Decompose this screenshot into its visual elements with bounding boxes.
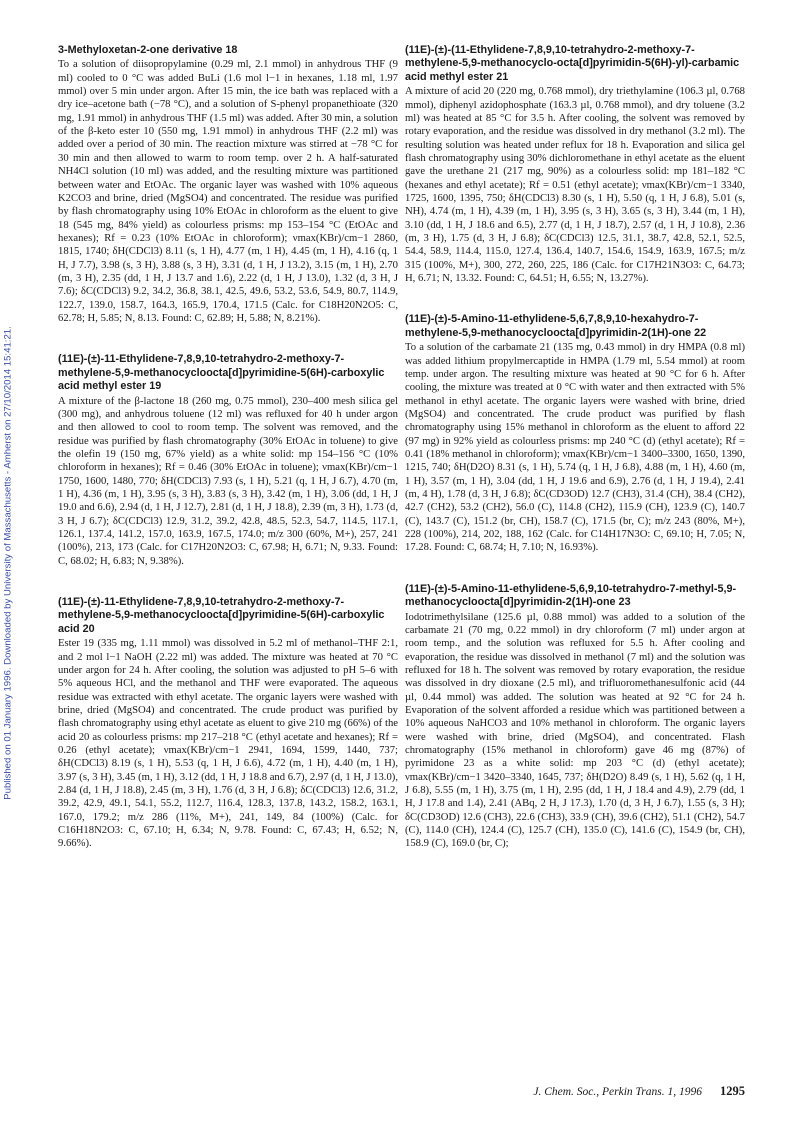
- section-compound-21: [405, 44, 745, 285]
- section-heading: (11E)-(±)-(11-Ethylidene-7,8,9,10-tetrahydro-2-methoxy-7-methylene-5,9-methanocyclo-octa[d]pyrimidin-5(6H)-yl)-carbamic acid methyl ester 21: [405, 44, 740, 83]
- download-watermark: [0, 0, 16, 1127]
- section-body: To a solution of diisopropylamine (0.29 ml, 2.1 mmol) in anhydrous THF (9 ml) cooled to 0 °C was added BuLi (1.6 mol l−1 in hexanes, 1.18 ml, 1.97 mmol) over 5 min under argon. After 15 min, the ice bath was replaced with a dry ice–acetone bath (−78 °C), and a solution of S-phenyl propanethioate (320 mg, 1.91 mmol) in anhydrous THF (1.5 ml) was added. After 30 min, a solution of the β-keto ester 10 (550 mg, 1.91 mmol) in anhydrous THF (2.2 ml) was added over a period of 30 min. The reaction mixture was stirred at −78 °C for 30 min and then allowed to warm to room temp. over 2 h. A half-saturated NH4Cl solution (10 ml) was added, and the resulting mixture was partitioned between water and EtOAc. The organic layer was washed with 10% aqueous K2CO3 and brine, dried (MgSO4) and concentrated. The residue was purified by flash chromatography using 10% EtOAc in chloroform as the eluent to give 18 (545 mg, 84% yield) as colourless prisms: mp 153–154 °C (EtOAc and hexanes); Rf = 0.23 (10% EtOAc in chloroform); νmax(KBr)/cm−1 2860, 1815, 1740; δH(CDCl3) 8.11 (s, 1 H), 4.77 (m, 1 H), 4.45 (m, 1 H), 4.16 (q, 1 H, J 7.7), 3.98 (s, 3 H), 3.88 (s, 3 H), 3.31 (d, 1 H, J 13.2), 3.15 (m, 1 H), 2.70 (m, 3 H), 2.35 (dd, 1 H, J 13.7 and 1.6), 2.22 (d, 1 H, J 13.0), 1.32 (d, 3 H, J 7.6); δC(CDCl3) 9.2, 34.2, 36.8, 38.1, 42.5, 49.6, 53.2, 53.6, 54.9, 80.7, 114.9, 122.7, 139.0, 158.7, 164.3, 165.9, 170.4, 171.5 (Calc. for C18H20N2O5: C, 62.78; H, 5.85; N, 8.13. Found: C, 62.89; H, 5.88; N, 8.21%).: [58, 59, 398, 324]
- page-footer: [405, 1084, 745, 1099]
- watermark-text: Published on 01 January 1996. Downloaded by University of Massachusetts - Amherst on 27/10/2014 15:41:21.: [2, 326, 14, 800]
- section-body: A mixture of acid 20 (220 mg, 0.768 mmol), dry triethylamine (106.3 µl, 0.768 mmol), diphenyl azidophosphate (163.3 µl, 0.768 mmol), and dry toluene (3.2 ml) was heated at 85 °C for 3.5 h. After cooling, the solvent was removed by rotary evaporation, and the residue was dissolved in dry methanol (3.2 ml). The resulting solution was heated under reflux for 18 h. Evaporation and silica gel flash chromatography using 30% dichloromethane in ethyl acetate as the eluent gave the urethane 21 (217 mg, 90%) as a colourless solid: mp 181–182 °C (hexanes and ethyl acetate); Rf = 0.51 (ethyl acetate); νmax(KBr)/cm−1 3340, 1725, 1600, 1395, 750; δH(CDCl3) 8.30 (s, 1 H), 5.50 (q, 1 H, J 6.8), 5.01 (s, NH), 4.74 (m, 1 H), 4.39 (m, 1 H), 3.95 (s, 3 H), 3.65 (s, 3 H), 3.44 (m, 1 H), 3.10 (dd, 1 H, J 18.6 and 6.5), 2.77 (d, 1 H, J 18.7), 2.57 (d, 1 H, J 10.8), 2.36 (m, 3 H), 1.75 (d, 3 H, J 6.8); δC(CDCl3) 12.5, 31.1, 38.7, 42.8, 52.1, 52.5, 54.4, 58.9, 114.4, 115.0, 127.4, 136.4, 140.7, 154.6, 154.9, 163.9, 167.5; m/z 315 (100%, M+), 300, 272, 260, 225, 186 (Calc. for C17H21N3O3: C, 64.73; H, 6.71; N, 13.32. Found: C, 64.51; H, 6.55; N, 13.27%).: [405, 86, 745, 285]
- section-compound-19: [58, 353, 398, 568]
- right-column: [405, 44, 745, 879]
- section-compound-23: [405, 583, 745, 851]
- section-heading: (11E)-(±)-5-Amino-11-ethylidene-5,6,7,8,9,10-hexahydro-7-methylene-5,9-methanocycloocta[d]pyrimidin-2(1H)-one 22: [405, 313, 707, 339]
- section-body: A mixture of the β-lactone 18 (260 mg, 0.75 mmol), 230–400 mesh silica gel (300 mg), and anhydrous toluene (12 ml) was refluxed for 40 h under argon and then allowed to cool to room temp. The solvent was removed, and the residue was purified by flash chromatography (30% EtOAc in toluene) to give the olefin 19 (150 mg, 67% yield) as a white solid: mp 154–156 °C (10% chloroform in hexanes); Rf = 0.46 (30% EtOAc in toluene); νmax(KBr)/cm−1 1750, 1600, 1480, 770; δH(CDCl3) 7.93 (s, 1 H), 5.21 (q, 1 H, J 6.7), 4.70 (m, 1 H), 4.36 (m, 1 H), 3.95 (s, 3 H), 3.83 (s, 3 H), 3.42 (m, 1 H), 3.06 (dd, 1 H, J 19.0 and 6.6), 2.94 (d, 1 H, J 12.7), 2.81 (d, 1 H, J 18.8), 2.39 (m, 3 H), 1.73 (d, 3 H, J 6.7); δC(CDCl3) 12.9, 31.2, 39.2, 42.8, 48.5, 52.3, 54.7, 114.5, 117.1, 126.1, 137.4, 141.2, 157.0, 163.9, 167.5, 174.0; m/z 300 (60%, M+), 257, 241 (100%), 213, 173 (Calc. for C17H20N2O3: C, 67.98; H, 6.71; N, 9.33. Found: C, 68.02; H, 6.83; N, 9.38%).: [58, 395, 398, 567]
- section-body: Ester 19 (335 mg, 1.11 mmol) was dissolved in 5.2 ml of methanol–THF 2:1, and 2 mol l−1 NaOH (2.22 ml) was added. The mixture was heated at 70 °C under argon for 24 h. After cooling, the solution was adjusted to pH 5–6 with 5% aqueous HCl, and the methanol and THF were evaporated. The aqueous residue was extracted with ethyl acetate. The organic layers were washed with brine, dried (MgSO4) and concentrated. The crude product was purified by flash chromatography using ethyl acetate as eluent to give 210 mg (66%) of the acid 20 as colourless prisms: mp 217–218 °C (ethyl acetate and hexanes); Rf = 0.26 (ethyl acetate); νmax(KBr)/cm−1 2941, 1694, 1599, 1440, 737; δH(CDCl3) 8.19 (s, 1 H), 5.53 (q, 1 H, J 6.6), 4.72 (m, 1 H), 4.40 (m, 1 H), 3.97 (s, 3 H), 3.45 (m, 1 H), 3.12 (dd, 1 H, J 18.8 and 6.7), 2.97 (d, 1 H, J 13.0), 2.84 (d, 1 H, J 18.8), 2.45 (m, 3 H), 1.76 (d, 3 H, J 6.8); δC(CDCl3) 12.6, 31.2, 39.2, 42.9, 49.1, 54.1, 55.2, 112.7, 116.4, 128.3, 137.8, 143.2, 158.2, 163.1, 167.0, 179.2; m/z 286 (11%, M+), 241, 149, 84 (100%) (Calc. for C16H18N2O3: C, 67.10; H, 6.34; N, 9.78. Found: C, 67.43; H, 6.52; N, 9.66%).: [58, 638, 398, 850]
- section-heading: (11E)-(±)-11-Ethylidene-7,8,9,10-tetrahydro-2-methoxy-7-methylene-5,9-methanocycloocta[d]pyrimidine-5(6H)-carboxylic acid methyl ester 19: [58, 353, 385, 393]
- section-compound-22: [405, 313, 745, 554]
- section-body: Iodotrimethylsilane (125.6 µl, 0.88 mmol) was added to a solution of the carbamate 21 (70 mg, 0.22 mmol) in dry chloroform (7 ml) under argon at room temp., and the solution was refluxed for 5.5 h. After cooling and evaporation, the residue was dissolved in methanol (7 ml) and the solution was refluxed for 18 h. The solvent was removed by rotary evaporation, the residue was dissolved in dry dioxane (2.5 ml), and trifluoromethanesulfonic acid (44 µl, 0.44 mmol) was added. The solution was heated at 92 °C for 24 h. Evaporation of the solvent afforded a residue which was partitioned between a 10% aqueous NaHCO3 and 10% methanol in chloroform. The organic layers were washed with brine, dried (MgSO4), and concentrated. Flash chromatography (15% methanol in chloroform) gave 46 mg (87%) of pyrimidone 23 as a white solid: mp 203 °C (d) (ethyl acetate); νmax(KBr)/cm−1 3420–3340, 1645, 737; δH(D2O) 8.49 (s, 1 H), 5.62 (q, 1 H, J 6.8), 5.55 (m, 1 H), 3.75 (m, 1 H), 2.95 (dd, 1 H, J 18.4 and 4.9), 2.79 (dd, 1 H, J 17.8 and 1.4), 2.41 (ABq, 2 H, J 17.3), 1.70 (d, 3 H, J 6.7), 1.55 (s, 3 H); δC(CD3OD) 12.6 (CH3), 22.6 (CH3), 33.9 (CH), 39.6 (CH2), 51.1 (CH2), 54.7 (C), 114.0 (CH), 124.4 (C), 125.7 (CH), 135.0 (C), 141.6 (C), 154.9 (br, CH), 158.9 (C), 169.0 (br, C);: [405, 611, 745, 850]
- journal-citation: J. Chem. Soc., Perkin Trans. 1, 1996: [533, 1086, 702, 1098]
- section-compound-18: [58, 44, 398, 325]
- section-body: To a solution of the carbamate 21 (135 mg, 0.43 mmol) in dry HMPA (0.8 ml) was added lithium propylmercaptide in HMPA (1.79 ml, 5.54 mmol) at room temp. under argon. The resulting mixture was heated at 90 °C for 6 h. After cooling, the mixture was treated at 0 °C with water and then extracted with 5% methanol in ethyl acetate. The organic layers were washed with brine, dried (MgSO4) and concentrated. The crude product was purified by flash chromatography using 15% methanol in chloroform as the eluent to afford 22 (97 mg) in 92% yield as colourless prisms: mp 240 °C (d) (ethyl acetate); Rf = 0.41 (18% methanol in chloroform); νmax(KBr)/cm−1 3400–3300, 1650, 1390, 1215, 740; δH(D2O) 8.31 (s, 1 H), 5.74 (q, 1 H, J 6.8), 4.88 (m, 1 H), 4.60 (m, 1 H), 3.57 (m, 1 H), 3.04 (dd, 1 H, J 19.6 and 6.9), 2.76 (d, 1 H, J 19.4), 2.41 (m, 4 H), 1.78 (d, 3 H, J 6.8); δC(CD3OD) 12.7 (CH3), 31.4 (CH), 38.4 (CH2), 42.7 (CH2), 53.2 (CH2), 56.0 (C), 114.8 (CH2), 115.9 (CH), 123.9 (C), 140.7 (C), 143.7 (C), 151.2 (br, CH), 158.7 (C), 171.5 (br, C); m/z 243 (80%, M+), 228 (100%), 214, 202, 188, 162 (Calc. for C14H17N3O: C, 69.10; H, 7.05; N, 17.28. Found: C, 68.74; H, 7.10; N, 16.93%).: [405, 342, 745, 554]
- page-number: 1295: [720, 1084, 745, 1098]
- section-heading: (11E)-(±)-5-Amino-11-ethylidene-5,6,9,10-tetrahydro-7-methyl-5,9-methanocycloocta[d]pyrimidin-2(1H)-one 23: [405, 582, 737, 609]
- section-heading: (11E)-(±)-11-Ethylidene-7,8,9,10-tetrahydro-2-methoxy-7-methylene-5,9-methanocycloocta[d]pyrimidine-5(6H)-carboxylic acid 20: [58, 595, 385, 635]
- section-compound-20: [58, 596, 398, 851]
- section-heading: 3-Methyloxetan-2-one derivative 18: [58, 44, 238, 56]
- left-column: [58, 44, 398, 879]
